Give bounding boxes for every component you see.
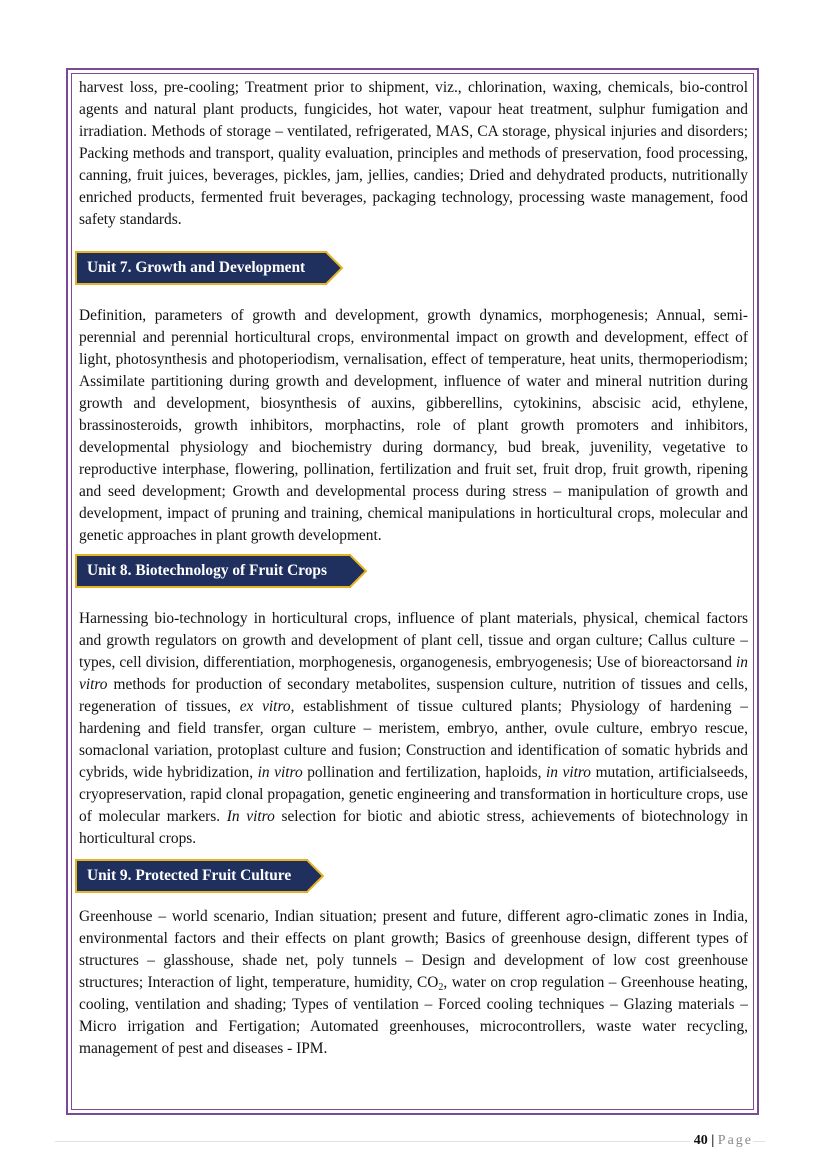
unit-8-body: Harnessing bio-technology in horticultural crops, influence of plant materials, physical, chemical factors and growth regulators on growth and development of plant cell, tissue and organ culture; Callus culture – types, cell division, differentiation, morphogenesis, organogenesis, embryogenesis; Use of bioreactorsand in vitro methods for production of secondary metabolites, suspension culture, nutrition of tissues and cells, regeneration of tissues, ex vitro, establishment of tissue cultured plants; Physiology of hardening – hardening and field transfer, organ culture – meristem, embryo, anther, ovule culture, embryo rescue, somaclonal variation, protoplast culture and fusion; Construction and identification of somatic hybrids and cybrids, wide hybridization, in vitro pollination and fertilization, haploids, in vitro mutation, artificialseeds, cryopreservation, rapid clonal propagation, genetic engineering and transformation in horticulture crops, use of molecular markers. In vitro selection for biotic and abiotic stress, achievements of biotechnology in horticultural crops.	[79, 610, 748, 847]
footer-rule	[55, 1141, 765, 1142]
unit-9-title: Unit 9. Protected Fruit Culture	[87, 867, 292, 884]
unit-7-title: Unit 7. Growth and Development	[87, 259, 306, 276]
intro-paragraph: harvest loss, pre-cooling; Treatment prior to shipment, viz., chlorination, waxing, chemicals, bio-control agents and natural plant products, fungicides, hot water, vapour heat treatment, sulphur fumigation and irradiation. Methods of storage – ventilated, refrigerated, MAS, CA storage, physical injuries and disorders; Packing methods and transport, quality evaluation, principles and methods of preservation, food processing, canning, fruit juices, beverages, pickles, jam, jellies, candies; Dried and dehydrated products, nutritionally enriched products, fermented fruit beverages, packaging technology, processing waste management, food safety standards.	[79, 79, 748, 228]
unit-9-heading	[75, 859, 748, 893]
page-footer	[690, 1132, 753, 1150]
unit-8-arrow	[350, 554, 368, 588]
unit-9-banner	[75, 859, 307, 893]
unit-9-body: Greenhouse – world scenario, Indian situation; present and future, different agro-climatic zones in India, environmental factors and their effects on plant growth; Basics of greenhouse design, different types of structures – glasshouse, shade net, poly tunnels – Design and development of low cost greenhouse structures; Interaction of light, temperature, humidity, $CO_2$, water on crop regulation – Greenhouse heating, cooling, ventilation and shading; Types of ventilation – Forced cooling techniques – Glazing materials – Micro irrigation and Fertigation; Automated greenhouses, microcontrollers, waste water recycling, management of pest and diseases - IPM.	[79, 908, 748, 1057]
unit-7-arrow	[326, 251, 344, 285]
unit-8-banner	[75, 554, 350, 588]
page-word: Page	[717, 1133, 753, 1148]
unit-7-banner	[75, 251, 326, 285]
unit-8-title: Unit 8. Biotechnology of Fruit Crops	[87, 562, 327, 579]
page-separator: |	[711, 1133, 715, 1148]
page-number: 40	[693, 1133, 708, 1148]
unit-7-heading	[75, 251, 748, 285]
unit-7-body: Definition, parameters of growth and development, growth dynamics, morphogenesis; Annual, semi- perennial and perennial horticultural crops, environmental impact on growth and development, effect of light, photosynthesis and photoperiodism, vernalisation, effect of temperature, heat units, thermoperiodism; Assimilate partitioning during growth and development, influence of water and mineral nutrition during growth and development, biosynthesis of auxins, gibberellins, cytokinins, abscisic acid, ethylene, brassinosteroids, growth inhibitors, morphactins, role of plant growth promoters and inhibitors, developmental physiology and biochemistry during dormancy, bud break, juvenility, vegetative to reproductive interphase, flowering, pollination, fertilization and fruit set, fruit drop, fruit growth, ripening and seed development; Growth and developmental process during stress – manipulation of growth and development, impact of pruning and training, chemical manipulations in horticultural crops, molecular and genetic approaches in plant growth development.	[79, 307, 748, 544]
unit-9-arrow	[307, 859, 325, 893]
syllabus-content	[79, 77, 748, 1060]
unit-8-heading	[75, 554, 748, 588]
